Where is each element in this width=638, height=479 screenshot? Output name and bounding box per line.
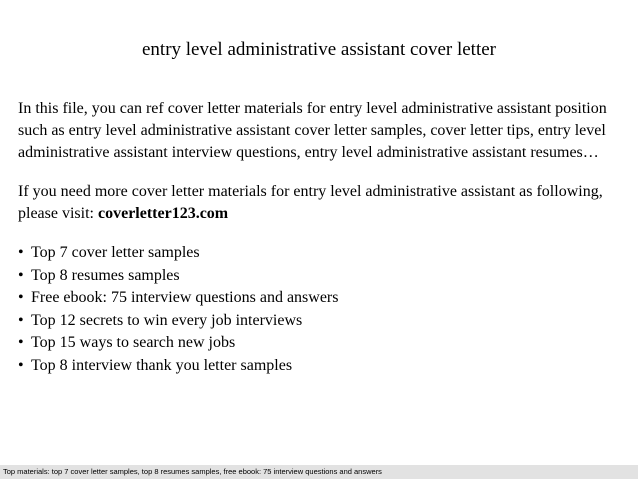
list-item — [18, 355, 626, 378]
bullet-icon: • — [18, 289, 24, 306]
intro-paragraph: In this file, you can ref cover letter materials for entry level administrative assistant position such as entry level administrative assistant cover letter samples, cover letter tips, entry level administrative assistant interview questions, entry level administrative assistant resumes… — [18, 100, 607, 161]
list-item-text: Top 8 resumes samples — [31, 266, 180, 284]
materials-list — [18, 242, 626, 377]
list-item-text: Free ebook: 75 interview questions and answers — [31, 289, 339, 306]
list-item — [18, 287, 626, 310]
slide-title: entry level administrative assistant cover letter — [141, 39, 496, 60]
site-link[interactable]: coverletter123.com — [97, 205, 229, 222]
bullet-icon: • — [18, 356, 24, 374]
bullet-icon: • — [18, 311, 24, 329]
list-item-text: Top 8 interview thank you letter samples — [31, 356, 293, 374]
list-item — [18, 265, 626, 288]
list-item — [18, 242, 626, 265]
list-item-text: Top 7 cover letter samples — [31, 244, 200, 261]
footer-bar — [0, 465, 638, 479]
list-item-text: Top 12 secrets to win every job interviews — [31, 311, 303, 329]
bullet-icon: • — [18, 266, 24, 284]
more-materials-text: If you need more cover letter materials for entry level administrative assistant as following, please visit: — [18, 183, 603, 222]
list-item — [18, 310, 626, 333]
bullet-icon: • — [18, 244, 24, 261]
list-item — [18, 332, 626, 355]
bullet-icon: • — [18, 334, 24, 351]
footer-text: Top materials: top 7 cover letter samples, top 8 resumes samples, free ebook: 75 interview questions and answers — [3, 467, 382, 476]
slide-content — [18, 98, 626, 377]
more-materials-paragraph — [18, 181, 626, 225]
list-item-text: Top 15 ways to search new jobs — [31, 334, 236, 351]
